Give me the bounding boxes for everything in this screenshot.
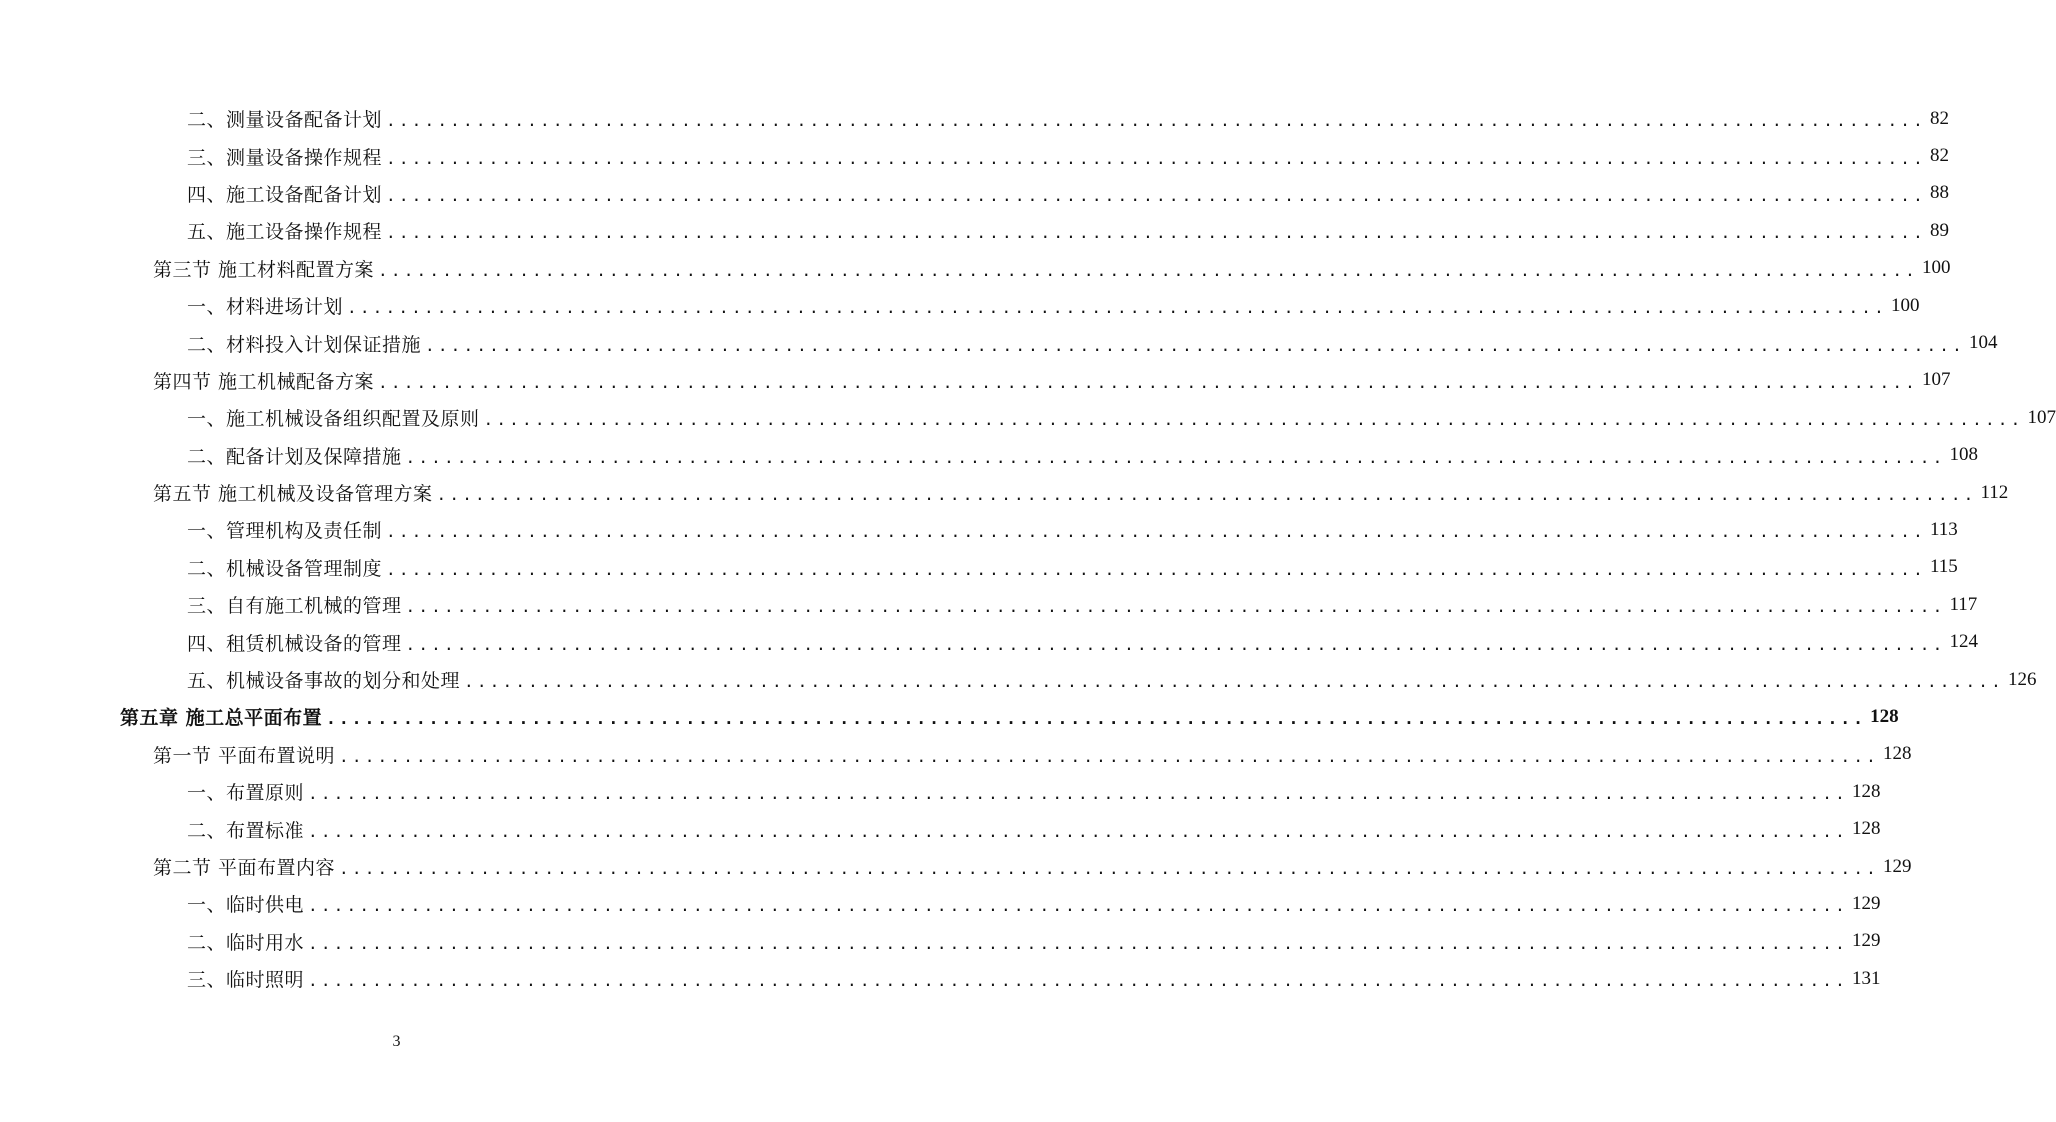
toc-entry-page: 107 [1921, 369, 1951, 391]
toc-entry-title: 二、测量设备配备计划 [187, 109, 383, 132]
toc-entry-page: 128 [1851, 818, 1881, 840]
toc-entry[interactable] [0, 736, 1912, 773]
toc-entry-page: 115 [1929, 556, 1958, 578]
toc-entry[interactable] [0, 474, 2009, 511]
table-of-contents [0, 100, 2056, 997]
dot-leader: ........................................................................................................................ [405, 447, 1946, 467]
toc-entry-title: 五、机械设备事故的划分和处理 [187, 670, 461, 693]
toc-entry[interactable] [0, 773, 1881, 810]
dot-leader: ........................................................................................................................ [386, 185, 1926, 205]
toc-entry-page: 113 [1929, 518, 1958, 540]
toc-entry-title: 三、临时照明 [187, 969, 305, 992]
dot-leader: ........................................................................................................................ [378, 372, 1918, 392]
toc-entry-page: 129 [1851, 930, 1881, 952]
toc-entry-title: 一、管理机构及责任制 [187, 520, 383, 543]
toc-entry[interactable] [0, 586, 1978, 623]
toc-entry-title: 二、布置标准 [187, 819, 305, 842]
dot-leader: ........................................................................................................................ [464, 672, 2004, 692]
dot-leader: ........................................................................................................................ [386, 522, 1926, 542]
dot-leader: ........................................................................................................................ [339, 746, 1879, 766]
toc-entry[interactable] [0, 437, 1978, 474]
toc-entry-title: 第五节 施工机械及设备管理方案 [153, 483, 433, 506]
dot-leader: ........................................................................................................................ [436, 485, 1977, 505]
dot-leader: ........................................................................................................................ [308, 821, 1848, 841]
toc-entry-title: 第二节 平面布置内容 [153, 857, 336, 879]
toc-entry[interactable] [0, 960, 1881, 997]
dot-leader: ........................................................................................................................ [405, 634, 1946, 654]
toc-entry-page: 124 [1949, 631, 1978, 653]
toc-entry-title: 一、临时供电 [187, 894, 305, 917]
dot-leader: ........................................................................................................................ [425, 335, 1965, 355]
toc-entry-title: 一、布置原则 [187, 782, 305, 805]
toc-entry-title: 四、施工设备配备计划 [187, 183, 383, 206]
toc-entry[interactable] [0, 623, 1978, 660]
toc-entry[interactable] [0, 175, 1949, 212]
dot-leader: ........................................................................................................................ [326, 709, 1867, 729]
dot-leader: ........................................................................................................................ [308, 971, 1848, 991]
toc-entry-page: 128 [1882, 743, 1912, 765]
toc-entry[interactable] [0, 885, 1881, 922]
toc-entry-page: 107 [2027, 406, 2056, 428]
dot-leader: ........................................................................................................................ [483, 410, 2024, 430]
dot-leader: ........................................................................................................................ [308, 784, 1848, 804]
toc-entry[interactable] [0, 848, 1912, 885]
toc-entry-title: 二、材料投入计划保证措施 [187, 333, 422, 356]
toc-entry-page: 82 [1929, 145, 1949, 167]
toc-entry[interactable] [0, 137, 1949, 174]
toc-entry-page: 82 [1929, 107, 1949, 129]
toc-entry-title: 第四节 施工机械配备方案 [153, 370, 375, 393]
toc-entry[interactable] [0, 362, 1951, 399]
toc-entry-page: 117 [1949, 593, 1978, 615]
toc-entry[interactable] [0, 511, 1958, 548]
toc-entry-page: 88 [1929, 182, 1949, 204]
toc-entry-title: 二、机械设备管理制度 [187, 557, 383, 580]
toc-entry-page: 129 [1851, 892, 1881, 914]
dot-leader: ........................................................................................................................ [405, 597, 1946, 617]
toc-entry[interactable] [0, 324, 1998, 361]
toc-entry[interactable] [0, 923, 1881, 960]
toc-entry[interactable] [0, 661, 2037, 698]
toc-entry-page: 108 [1949, 444, 1978, 466]
dot-leader: ........................................................................................................................ [386, 223, 1926, 243]
toc-entry[interactable] [0, 212, 1949, 249]
toc-entry-page: 104 [1968, 332, 1998, 354]
toc-entry[interactable] [0, 287, 1920, 324]
toc-entry-title: 二、临时用水 [187, 931, 305, 954]
toc-entry-page: 126 [2007, 668, 2037, 690]
dot-leader: ........................................................................................................................ [386, 111, 1926, 131]
toc-entry-page: 128 [1870, 705, 1899, 727]
toc-entry-title: 第一节 平面布置说明 [153, 744, 336, 767]
page-number: 3 [392, 1033, 401, 1050]
dot-leader: ........................................................................................................................ [386, 148, 1926, 168]
toc-entry-title: 四、租赁机械设备的管理 [187, 632, 402, 655]
dot-leader: ........................................................................................................................ [308, 896, 1848, 916]
dot-leader: ........................................................................................................................ [378, 260, 1918, 280]
dot-leader: ........................................................................................................................ [308, 933, 1848, 953]
toc-entry-page: 89 [1929, 219, 1949, 241]
dot-leader: ........................................................................................................................ [386, 559, 1926, 579]
toc-entry-title: 三、测量设备操作规程 [187, 146, 383, 169]
toc-entry-title: 五、施工设备操作规程 [187, 221, 383, 244]
toc-entry-page: 112 [1980, 481, 2009, 503]
toc-entry[interactable] [0, 810, 1881, 847]
toc-entry[interactable] [0, 698, 1899, 735]
dot-leader: ........................................................................................................................ [347, 298, 1887, 318]
toc-entry-page: 100 [1921, 257, 1951, 279]
toc-entry[interactable] [0, 100, 1949, 137]
toc-entry-page: 100 [1890, 294, 1920, 316]
toc-entry[interactable] [0, 549, 1958, 586]
toc-entry-title: 一、材料进场计划 [187, 296, 344, 319]
toc-entry-title: 第三节 施工材料配置方案 [153, 258, 375, 281]
toc-entry-title: 二、配备计划及保障措施 [187, 445, 402, 468]
toc-entry-page: 128 [1851, 780, 1881, 802]
toc-entry-title: 一、施工机械设备组织配置及原则 [187, 408, 480, 431]
toc-entry-title: 三、自有施工机械的管理 [187, 595, 402, 618]
toc-entry[interactable] [0, 399, 2056, 436]
dot-leader: ........................................................................................................................ [339, 859, 1879, 878]
toc-entry-title: 第五章 施工总平面布置 [120, 707, 323, 730]
toc-entry-page: 131 [1851, 967, 1881, 989]
toc-entry[interactable] [0, 250, 1951, 287]
toc-entry-page: 129 [1882, 855, 1912, 877]
